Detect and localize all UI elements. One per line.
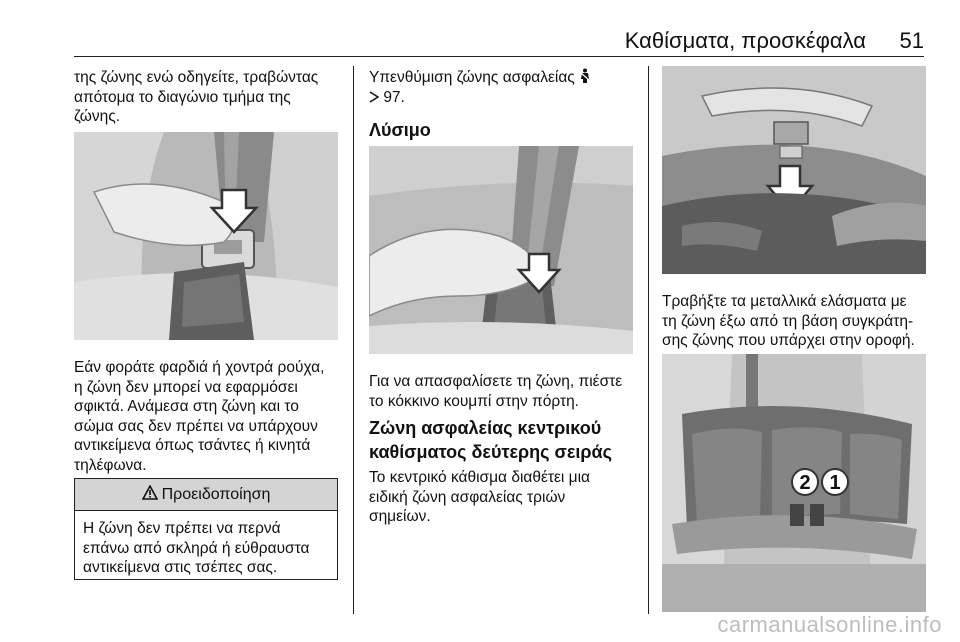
- text-line: ζώνης.: [74, 108, 121, 125]
- text-line: απότομα το διαγώνιο τμήμα της: [74, 88, 291, 106]
- roof-anchor-svg: [662, 66, 926, 274]
- text-line: τηλέφωνα.: [74, 456, 147, 474]
- heading-line: Ζώνη ασφαλείας κεντρικού: [369, 418, 602, 438]
- text-line: επάνω από σκληρά ή εύθραυστα: [83, 539, 310, 557]
- callout-1: 1: [829, 472, 841, 494]
- text-line: σης ζώνης που υπάρχει στην οροφή.: [662, 332, 915, 349]
- buckle-release-svg: [369, 146, 633, 354]
- text-line: σφικτά. Ανάμεσα στη ζώνη και το: [74, 398, 299, 415]
- buckle-fasten-illustration: [74, 132, 338, 340]
- page-header-title: Καθίσματα, προσκέφαλα: [624, 28, 866, 53]
- text-line: αντικείμενα όπως τσάντες ή κινητά: [74, 437, 311, 454]
- reminder-paragraph: [369, 68, 641, 107]
- reminder-page-ref: 97.: [383, 88, 405, 106]
- text-line: σώμα σας δεν πρέπει να υπάρχουν: [74, 417, 318, 435]
- heading-line: καθίσματος δεύτερης σειράς: [369, 442, 612, 462]
- warning-header: [75, 479, 337, 511]
- column-divider-2: [648, 66, 649, 614]
- heading-center-belt: [369, 416, 612, 464]
- page-reference-icon: [369, 89, 383, 106]
- rear-seat-illustration: [662, 354, 926, 612]
- page-number: 51: [899, 28, 924, 53]
- text-line: τη ζώνη έξω από τη βάση συγκράτη-: [662, 312, 914, 330]
- text-line: σημείων.: [369, 508, 431, 525]
- reminder-text: Υπενθύμιση ζώνης ασφαλείας: [369, 69, 575, 86]
- text-line: της ζώνης ενώ οδηγείτε, τραβώντας: [74, 69, 319, 86]
- text-line: Τραβήξτε τα μεταλλικά ελάσματα με: [662, 293, 907, 310]
- text-line: Για να απασφαλίσετε τη ζώνη, πιέστε: [369, 373, 623, 390]
- buckle-fasten-svg: [74, 132, 338, 340]
- watermark: carmanualsonline.info: [717, 612, 942, 637]
- text-line: Η ζώνη δεν πρέπει να περνά: [83, 520, 281, 537]
- text-line: Το κεντρικό κάθισμα διαθέτει μια: [369, 469, 591, 486]
- rear-seat-svg: [662, 354, 926, 612]
- roof-anchor-illustration: [662, 66, 926, 274]
- release-paragraph: [369, 372, 641, 411]
- text-line: το κόκκινο κουμπί στην πόρτη.: [369, 392, 579, 410]
- text-line: ειδική ζώνη ασφαλείας τριών: [369, 488, 566, 506]
- center-belt-paragraph: [369, 468, 641, 527]
- warning-triangle-icon: [142, 485, 158, 505]
- pull-paragraph: [662, 292, 952, 351]
- warning-title: Προειδοποίηση: [161, 485, 271, 503]
- text-line: η ζώνη δεν μπορεί να εφαρμόσει: [74, 378, 298, 396]
- header-rule: [74, 56, 924, 57]
- seatbelt-reminder-icon: [579, 68, 591, 84]
- column-divider-1: [353, 66, 354, 614]
- warning-box: [74, 478, 338, 580]
- left-para-2: [74, 358, 346, 475]
- text-line: Εάν φοράτε φαρδιά ή χοντρά ρούχα,: [74, 359, 325, 376]
- buckle-release-illustration: [369, 146, 633, 354]
- callout-2: 2: [799, 472, 811, 494]
- warning-body: [75, 511, 337, 578]
- text-line: αντικείμενα στις τσέπες σας.: [83, 559, 278, 576]
- heading-release: Λύσιμο: [369, 120, 431, 140]
- left-para-1: [74, 68, 346, 127]
